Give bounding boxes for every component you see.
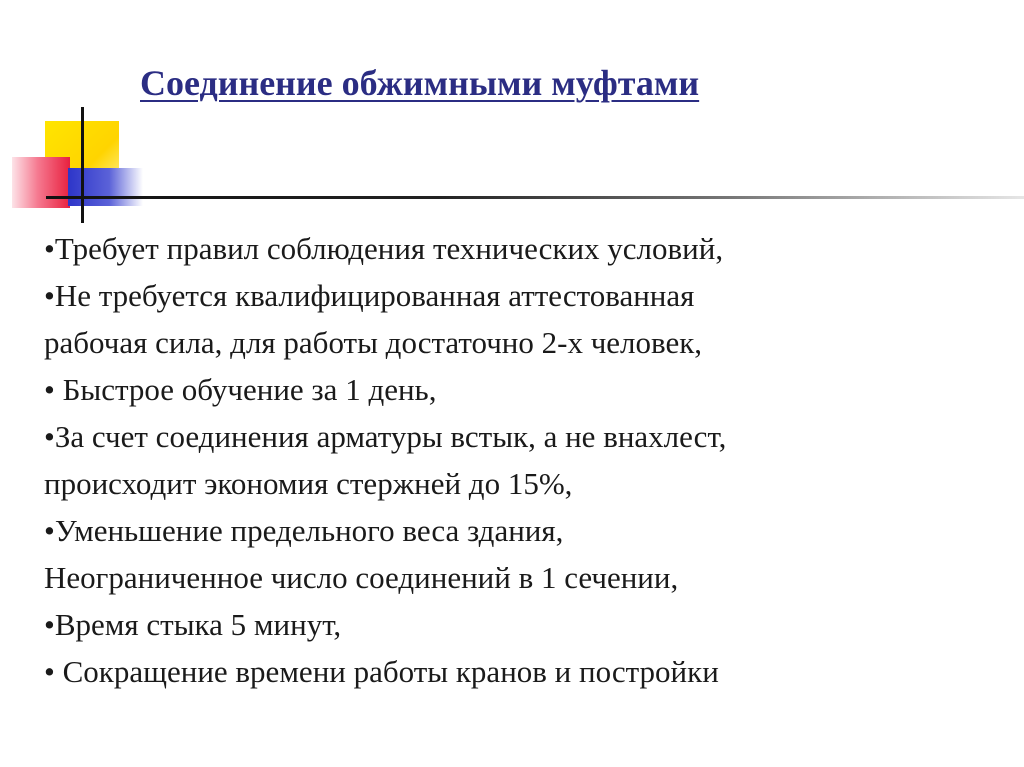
- list-line: •Не требуется квалифицированная аттестованная: [44, 278, 695, 313]
- vertical-divider-line: [81, 107, 84, 223]
- list-line: •Требует правил соблюдения технических условий,: [44, 231, 724, 266]
- horizontal-divider-line: [46, 196, 1024, 199]
- list-line: • Сокращение времени работы кранов и постройки: [44, 654, 719, 689]
- list-line: рабочая сила, для работы достаточно 2-х человек,: [44, 325, 703, 360]
- list-line: •За счет соединения арматуры встык, а не внахлест,: [44, 419, 727, 454]
- list-line: •Время стыка 5 минут,: [44, 607, 342, 642]
- list-line: • Быстрое обучение за 1 день,: [44, 372, 437, 407]
- bullet-list: [44, 225, 1004, 695]
- list-line: •Уменьшение предельного веса здания,: [44, 513, 564, 548]
- list-line: Неограниченное число соединений в 1 сечении,: [44, 560, 679, 595]
- title-decoration: [0, 0, 1024, 240]
- list-line: происходит экономия стержней до 15%,: [44, 466, 573, 501]
- blue-square-decoration: [68, 168, 143, 206]
- red-square-decoration: [12, 157, 70, 208]
- slide-title: Соединение обжимными муфтами: [140, 63, 700, 103]
